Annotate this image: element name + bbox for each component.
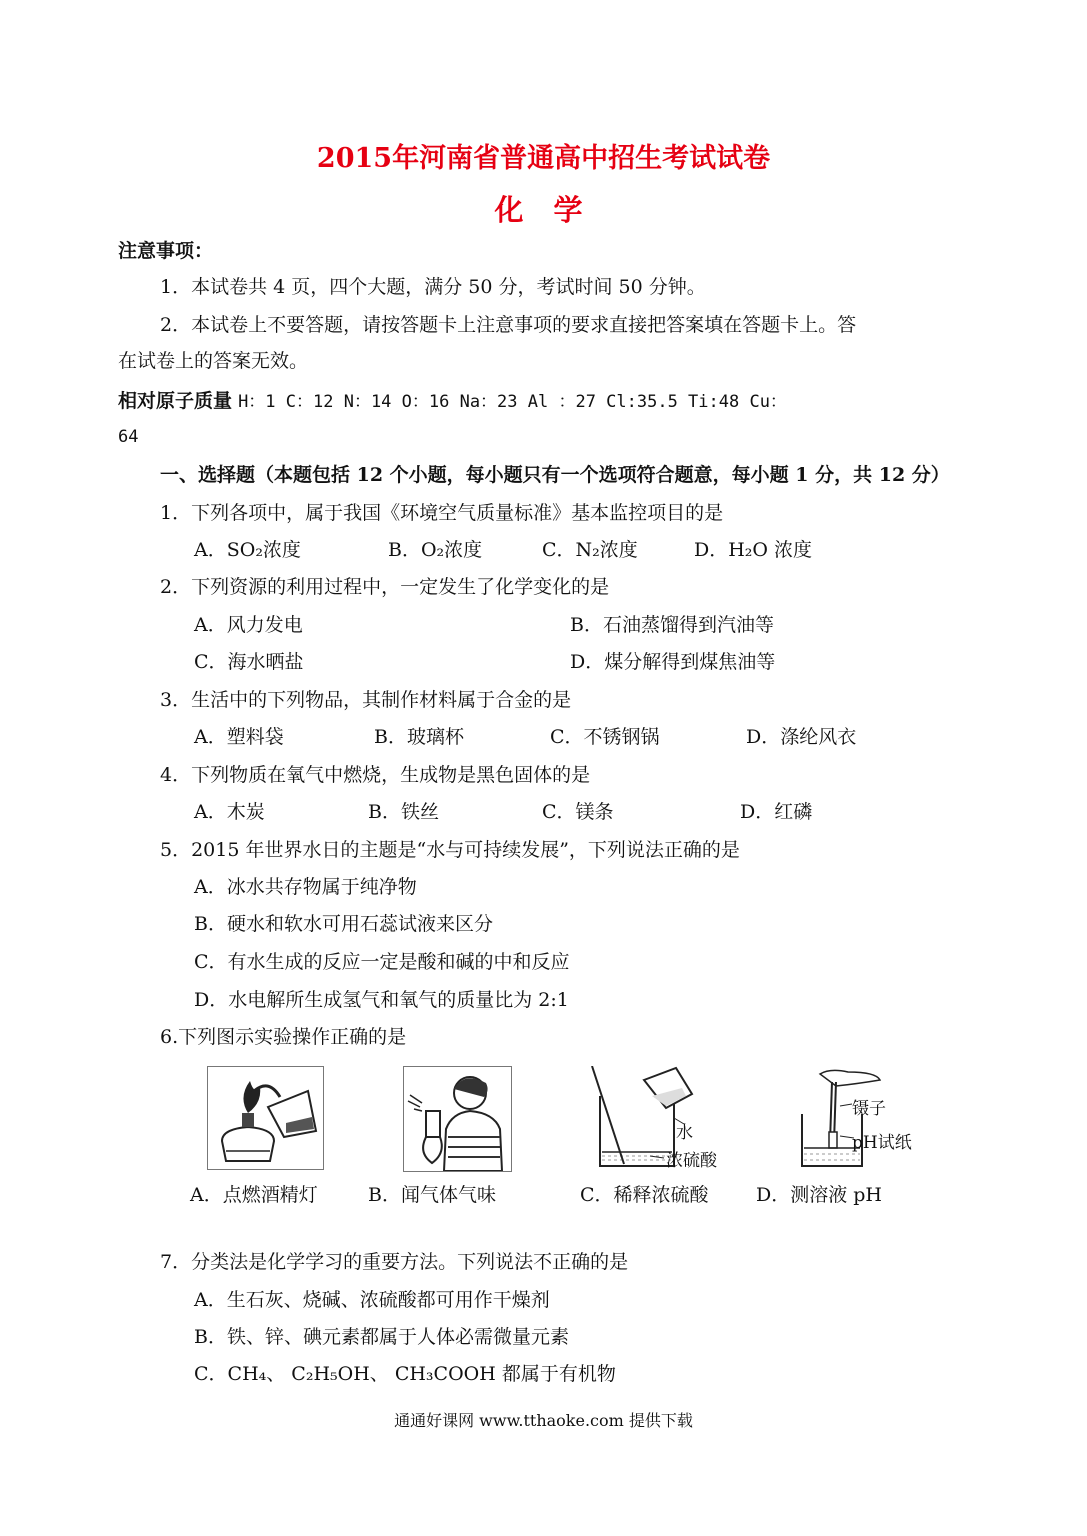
question-5-option-c: C．有水生成的反应一定是酸和碱的中和反应 — [194, 951, 570, 973]
question-3-option-c: C．不锈钢锅 — [550, 726, 660, 748]
question-6-option-d: D．测溶液 pH — [756, 1184, 883, 1206]
question-5-option-d: D．水电解所生成氢气和氧气的质量比为 2:1 — [194, 989, 569, 1011]
subject-title: 化 学 — [494, 193, 593, 227]
question-4-stem: 4．下列物质在氧气中燃烧，生成物是黑色固体的是 — [160, 764, 591, 786]
atomic-mass-values: H：1 C：12 N：14 O：16 Na：23 Al ：27 Cl:35.5 Ti:48 Cu： — [238, 392, 787, 412]
question-2-option-b: B．石油蒸馏得到汽油等 — [570, 614, 774, 636]
question-7-stem: 7．分类法是化学学习的重要方法。下列说法不正确的是 — [160, 1251, 629, 1273]
notice-item-2-line-2: 在试卷上的答案无效。 — [118, 350, 309, 372]
question-6-option-c: C．稀释浓硫酸 — [580, 1184, 709, 1206]
measure-ph-illustration — [796, 1066, 936, 1172]
question-1-option-b: B．O₂浓度 — [388, 539, 483, 561]
question-4-option-a: A．木炭 — [194, 801, 265, 823]
section-1-header: 一、选择题（本题包括 12 个小题，每小题只有一个选项符合题意，每小题 1 分，共 12 分） — [160, 464, 950, 486]
alcohol-lamp-illustration — [208, 1067, 323, 1169]
question-1-option-a: A．SO₂浓度 — [194, 539, 301, 561]
question-5-stem: 5．2015 年世界水日的主题是“水与可持续发展”，下列说法正确的是 — [160, 839, 740, 861]
question-3-option-b: B．玻璃杯 — [374, 726, 464, 748]
question-1-option-c: C．N₂浓度 — [542, 539, 638, 561]
question-1-option-d: D．H₂O 浓度 — [694, 539, 813, 561]
question-5-option-b: B．硬水和软水可用石蕊试液来区分 — [194, 913, 493, 935]
question-6-option-b: B．闻气体气味 — [368, 1184, 496, 1206]
question-4-option-b: B．铁丝 — [368, 801, 439, 823]
question-7-option-c: C．CH₄、 C₂H₅OH、 CH₃COOH 都属于有机物 — [194, 1363, 616, 1385]
question-2-option-c: C．海水晒盐 — [194, 651, 304, 673]
question-1-stem: 1．下列各项中，属于我国《环境空气质量标准》基本监控项目的是 — [160, 502, 724, 524]
figure-alcohol-lamp — [207, 1066, 324, 1170]
question-2-stem: 2．下列资源的利用过程中，一定发生了化学变化的是 — [160, 576, 610, 598]
notice-item-1: 1．本试卷共 4 页，四个大题，满分 50 分，考试时间 50 分钟。 — [160, 276, 706, 298]
atomic-mass-line — [118, 388, 787, 415]
atomic-mass-values-cont: 64 — [118, 427, 139, 447]
question-6-stem: 6.下列图示实验操作正确的是 — [160, 1026, 407, 1048]
smelling-gas-illustration — [404, 1067, 511, 1171]
figure-measure-ph — [796, 1066, 936, 1172]
label-water: 水 — [676, 1123, 693, 1143]
exam-title: 2015年河南省普通高中招生考试试卷 — [316, 143, 771, 174]
question-3-option-d: D．涤纶风衣 — [746, 726, 857, 748]
question-7-option-a: A．生石灰、烧碱、浓硫酸都可用作干燥剂 — [194, 1289, 550, 1311]
figure-diluting-acid — [580, 1066, 730, 1172]
question-4-option-d: D．红磷 — [740, 801, 813, 823]
question-6-option-a: A．点燃酒精灯 — [190, 1184, 318, 1206]
page-footer: 通通好课网 www.tthaoke.com 提供下载 — [394, 1411, 693, 1430]
question-3-option-a: A．塑料袋 — [194, 726, 284, 748]
question-7-option-b: B．铁、锌、碘元素都属于人体必需微量元素 — [194, 1326, 569, 1348]
label-tweezers: 镊子 — [852, 1099, 886, 1119]
question-4-option-c: C．镁条 — [542, 801, 614, 823]
notice-heading: 注意事项： — [118, 240, 214, 262]
question-2-option-a: A．风力发电 — [194, 614, 303, 636]
atomic-mass-label: 相对原子质量 — [118, 390, 233, 412]
label-ph-paper: pH试纸 — [852, 1133, 912, 1153]
notice-item-2-line-1: 2．本试卷上不要答题，请按答题卡上注意事项的要求直接把答案填在答题卡上。答 — [160, 314, 857, 336]
label-conc-sulfuric-acid: 浓硫酸 — [666, 1151, 717, 1171]
figure-smelling-gas — [403, 1066, 512, 1172]
question-2-option-d: D．煤分解得到煤焦油等 — [570, 651, 776, 673]
question-3-stem: 3．生活中的下列物品，其制作材料属于合金的是 — [160, 689, 572, 711]
question-5-option-a: A．冰水共存物属于纯净物 — [194, 876, 417, 898]
